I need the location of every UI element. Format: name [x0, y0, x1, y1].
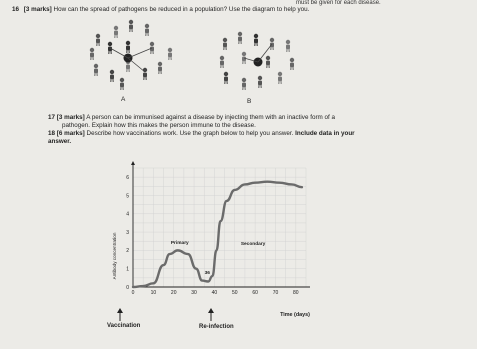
diagram-label-a: A — [121, 96, 126, 103]
y-tick-label: 0 — [126, 284, 129, 291]
x-tick-label: 60 — [252, 290, 258, 296]
question-18-line1: Describe how vaccinations work. Use the graph below to help you answer. — [86, 130, 294, 137]
chart-series — [133, 182, 302, 287]
question-16-number: 16 — [12, 6, 20, 13]
x-tick-label: 0 — [131, 290, 135, 296]
chart-x-label: Time (days) — [280, 312, 310, 318]
question-18-line2: answer. — [48, 138, 72, 145]
chart-annotation: 36 — [204, 271, 210, 277]
question-18-number: 18 — [48, 130, 56, 137]
chart-annotation: Secondary — [240, 241, 266, 247]
x-tick-label: 70 — [272, 290, 279, 296]
header-fragment: must be given for each disease. — [296, 0, 381, 6]
question-18-marks: [6 marks] — [56, 130, 85, 137]
x-tick-label: 40 — [211, 290, 218, 296]
diagram-label-b: B — [247, 98, 252, 105]
y-tick-label: 3 — [126, 229, 129, 236]
x-tick-label: 10 — [150, 290, 157, 296]
y-tick-label: 4 — [126, 211, 129, 218]
reinfection-label: Re-infection — [199, 324, 234, 330]
y-tick-label: 1 — [126, 266, 129, 273]
vaccination-arrow-head — [117, 308, 123, 313]
y-tick-label: 6 — [126, 174, 129, 181]
question-17-marks: [3 marks] — [56, 114, 85, 121]
chart-y-label: Antibody concentration — [112, 232, 117, 280]
y-tick-label: 2 — [126, 248, 129, 255]
y-axis-arrow — [131, 161, 135, 165]
chart-arrows — [117, 308, 214, 321]
x-tick-label: 30 — [191, 290, 197, 296]
reinfection-arrow-head — [208, 308, 214, 313]
question-16-marks: [3 marks] — [23, 6, 52, 13]
x-tick-label: 80 — [293, 290, 299, 296]
y-tick-label: 5 — [126, 193, 129, 200]
chart-annotation: Primary — [170, 240, 189, 246]
question-18-line1-bold: Include data in your — [295, 130, 355, 137]
x-tick-label: 20 — [170, 290, 177, 296]
question-17-line2: pathogen. Explain how this makes the person immune to the disease. — [62, 122, 256, 129]
question-17-number: 17 — [48, 114, 56, 121]
question-17-line1: A person can be immunised against a disease by injecting them with an inactive form of a — [86, 114, 336, 121]
x-tick-label: 50 — [231, 290, 238, 296]
question-16-text: How can the spread of pathogens be reduced in a population? Use the diagram to help you. — [53, 6, 310, 13]
antibody-series-line — [133, 182, 302, 287]
vaccination-label: Vaccination — [107, 323, 141, 329]
